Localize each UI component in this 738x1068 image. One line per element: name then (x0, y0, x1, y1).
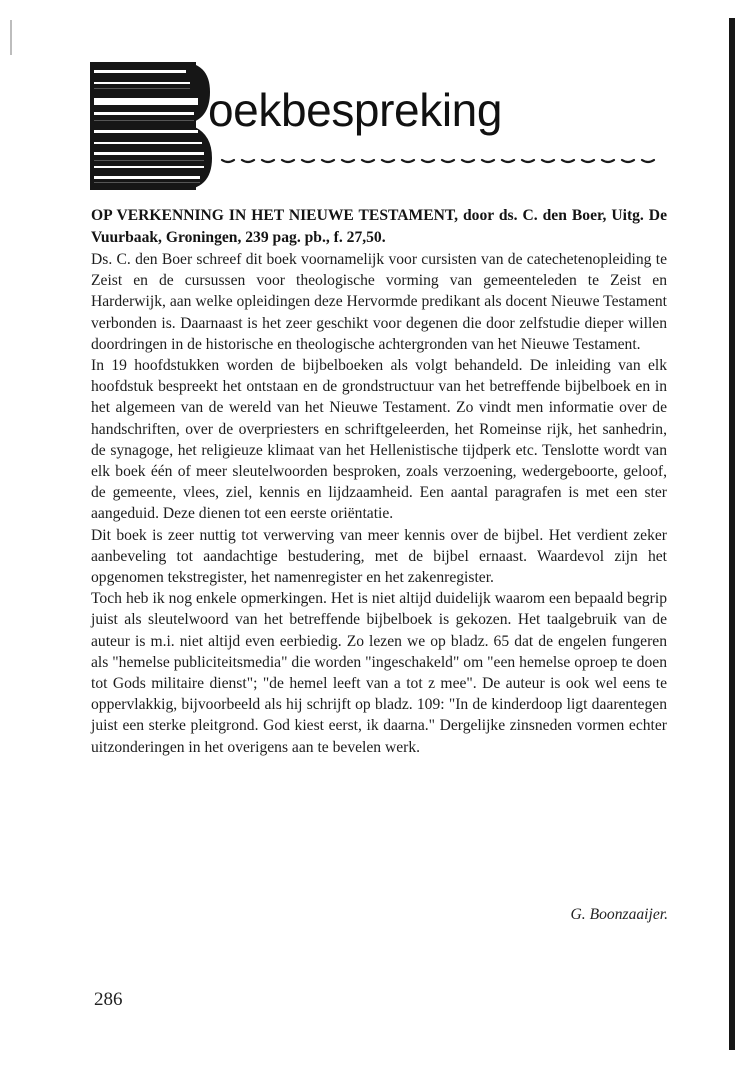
review-paragraph: In 19 hoofdstukken worden de bijbelboeken als volgt behandeld. De inleiding van elk hoofdstuk bespreekt het ontstaan en de grondstructuur van het betreffende bijbelboek en in het algemeen van de wereld van het Nieuwe Testament. Zo vindt men informatie over de handschriften, over de overpriesters en schriftgeleerden, het Romeinse rijk, het sanhedrin, de synagoge, het religieuze klimaat van het Hellenistische tijdperk etc. Tenslotte wordt van elk boek één of meer sleutelwoorden besproken, zoals verzoening, wedergeboorte, geloof, de gemeente, vlees, ziel, kennis en lijdzaamheid. Een aantal paragrafen is met een ster aangeduid. Deze dienen tot een eerste oriëntatie. (91, 357, 667, 523)
section-header (90, 62, 660, 190)
book-stack-letter-b-icon (90, 62, 212, 190)
section-title: oekbespreking (208, 84, 503, 136)
book-citation-heading: OP VERKENNING IN HET NIEUWE TESTAMENT, door ds. C. den Boer, Uitg. De Vuurbaak, Groningen, 239 pag. pb., f. 27,50. (91, 207, 667, 246)
review-body (91, 249, 667, 758)
page-number: 286 (94, 989, 123, 1010)
scan-edge-right (729, 18, 735, 1050)
author-signature: G. Boonzaaijer. (570, 906, 668, 923)
review-paragraph: Ds. C. den Boer schreef dit boek voornamelijk voor cursisten van de catechetenopleiding te Zeist en de cursussen voor theologische vorming van gemeenteleden te Zeist en Harderwijk, aan welke opleidingen deze Hervormde predikant als docent Nieuwe Testament verbonden is. Daarnaast is het zeer geschikt voor degenen die door zelfstudie dieper willen doordringen in de historische en theologische achtergronden van het Nieuwe Testament. (91, 251, 667, 353)
wavy-rule (218, 152, 660, 168)
scan-edge-left (10, 20, 12, 55)
review-article (91, 205, 667, 758)
review-paragraph: Dit boek is zeer nuttig tot verwerving van meer kennis over de bijbel. Het verdient zeker aanbeveling tot aandachtige bestudering, met de bijbel ernaast. Waardevol zijn het opgenomen tekstregister, het namenregister en het zakenregister. (91, 526, 667, 587)
review-paragraph: Toch heb ik nog enkele opmerkingen. Het is niet altijd duidelijk waarom een bepaald begrip juist als sleutelwoord van het betreffende bijbelboek is gekozen. Het taalgebruik van de auteur is m.i. niet altijd even eerbiedig. Zo lezen we op bladz. 65 dat de engelen fungeren als "hemelse publiciteitsmedia" die worden "ingeschakeld" om "een hemelse oproep te doen tot Gods militaire dienst"; "de hemel leeft van a tot z mee". De auteur is ook wel eens te oppervlakkig, bijvoorbeeld als hij schrijft op bladz. 109: "In de kinderdoop ligt daarentegen juist een sterke pleitgrond. God kiest eerst, ik daarna." Dergelijke zinsneden vormen echter uitzonderingen in het overigens aan te bevelen werk. (91, 590, 667, 756)
